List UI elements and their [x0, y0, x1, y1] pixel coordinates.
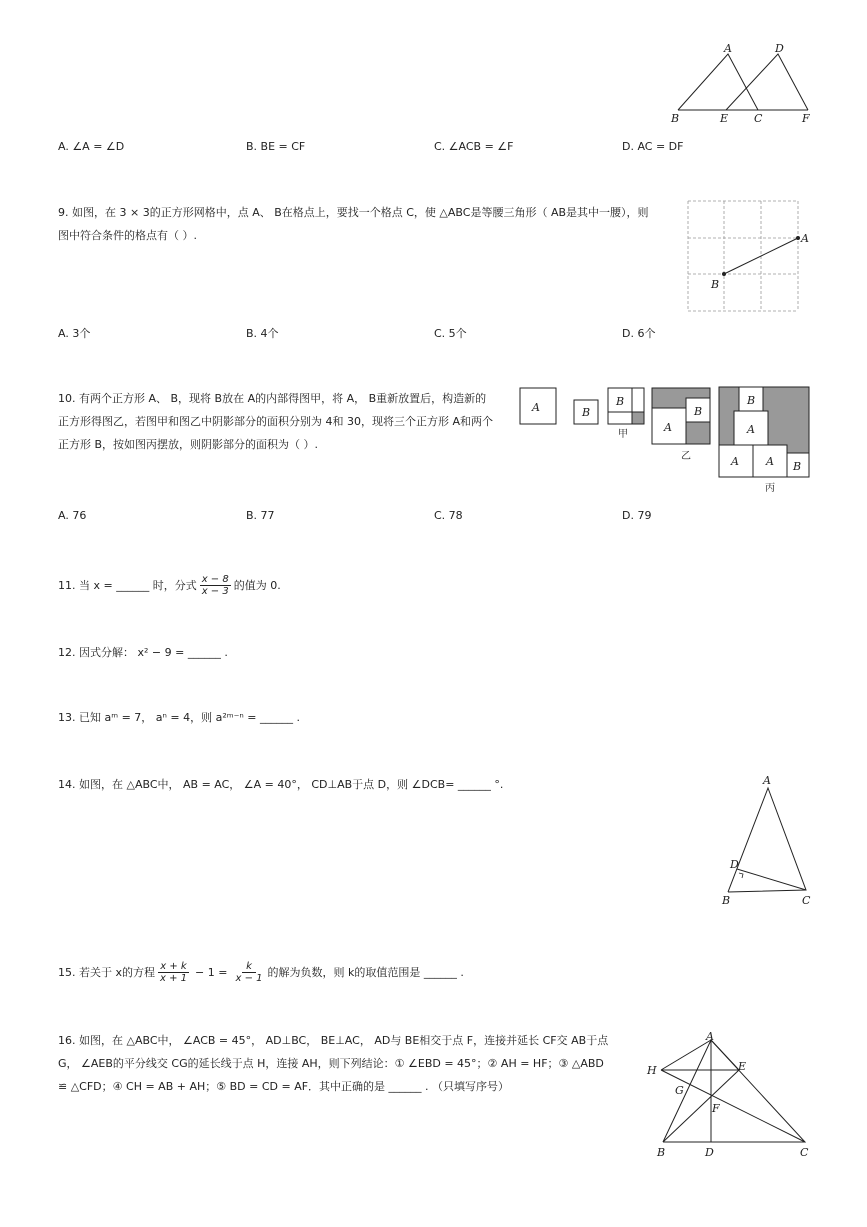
- label-c: C: [802, 894, 811, 907]
- q11-fraction: [200, 574, 231, 597]
- q15-denominator-1: x + 1: [160, 972, 188, 984]
- q9-line2: 图中符合条件的格点有（ ）.: [58, 229, 197, 242]
- q15-denominator-2: x − 1: [235, 972, 263, 984]
- label-e: E: [720, 112, 729, 125]
- label-g: G: [675, 1084, 684, 1097]
- label-b: B: [711, 278, 720, 291]
- q9-line1: 9. 如图，在 3 × 3的正方形网格中，点 A、 B在格点上，要找一个格点 C，使 △ABC是等腰三角形（ AB是其中一腰），则: [58, 206, 649, 219]
- label-e: E: [738, 1060, 747, 1073]
- q16-figure: [643, 1028, 815, 1164]
- label-b: B: [582, 406, 591, 419]
- q15-suffix: 的解为负数，则 k的取值范围是 ______ .: [267, 966, 464, 979]
- q15: [58, 955, 464, 989]
- q10-option-c[interactable]: C. 78: [434, 509, 463, 522]
- q11: [58, 568, 281, 602]
- label-a-bing-right: A: [766, 455, 774, 468]
- q8-figure: [668, 40, 818, 125]
- label-a: A: [532, 401, 540, 414]
- q14-figure: [718, 772, 818, 910]
- q16-line1: 16. 如图，在 △ABC中， ∠ACB = 45°， AD⊥BC， BE⊥AC， AD与 BE相交于点 F，连接并延长 CF交 AB于点: [58, 1034, 609, 1047]
- q8-option-a[interactable]: A. ∠A = ∠D: [58, 140, 125, 153]
- label-b: B: [671, 112, 680, 125]
- label-a: A: [706, 1030, 714, 1043]
- label-d: D: [775, 42, 784, 55]
- label-d: D: [730, 858, 739, 871]
- q15-numerator-1: x + k: [160, 960, 187, 972]
- q9-grid-figure: [683, 196, 813, 316]
- label-a-yi: A: [664, 421, 672, 434]
- label-a: A: [763, 774, 771, 787]
- q11-prefix: 11. 当 x = ______ 时，分式: [58, 579, 197, 592]
- label-f: F: [712, 1102, 720, 1115]
- q9-option-b[interactable]: B. 4个: [246, 327, 279, 340]
- q15-mid: − 1 =: [195, 965, 228, 979]
- q15-fraction-1: [158, 961, 189, 984]
- label-b-jia: B: [616, 395, 625, 408]
- q8-option-d[interactable]: D. AC = DF: [622, 140, 684, 153]
- label-bing: 丙: [765, 483, 775, 494]
- label-b-yi: B: [694, 405, 703, 418]
- q8-option-c[interactable]: C. ∠ACB = ∠F: [434, 140, 514, 153]
- label-a: A: [724, 42, 732, 55]
- q8-option-b[interactable]: B. BE = CF: [246, 140, 306, 153]
- q15-prefix: 15. 若关于 x的方程: [58, 966, 155, 979]
- q9-option-d[interactable]: D. 6个: [622, 327, 656, 340]
- label-f: F: [802, 112, 810, 125]
- label-h: H: [647, 1064, 657, 1077]
- q10-line2: 正方形得图乙，若图甲和图乙中阴影部分的面积分别为 4和 30，现将三个正方形 A和两个: [58, 415, 494, 428]
- q14-text: 14. 如图，在 △ABC中， AB = AC， ∠A = 40°， CD⊥AB于点 D，则 ∠DCB= ______ °.: [58, 778, 504, 791]
- q15-numerator-2: k: [242, 961, 256, 973]
- label-d: D: [705, 1146, 714, 1159]
- label-yi: 乙: [681, 451, 691, 462]
- q11-denominator: x − 3: [201, 585, 229, 597]
- label-a-bing-left: A: [731, 455, 739, 468]
- q16-line3: ≌ △CFD；④ CH = AB + AH；⑤ BD = CD = AF．其中正确的是 ______ . （只填写序号）: [58, 1080, 510, 1093]
- q13-text: 13. 已知 aᵐ = 7， aⁿ = 4，则 a²ᵐ⁻ⁿ = ______ .: [58, 711, 301, 724]
- q9-option-c[interactable]: C. 5个: [434, 327, 467, 340]
- q10-option-b[interactable]: B. 77: [246, 509, 275, 522]
- label-a-bing-mid: A: [747, 423, 755, 436]
- label-b-bing-right: B: [793, 460, 802, 473]
- q10-option-d[interactable]: D. 79: [622, 509, 652, 522]
- q11-suffix: 的值为 0.: [233, 579, 281, 592]
- q10-line3: 正方形 B，按如图丙摆放，则阴影部分的面积为（ ）.: [58, 438, 319, 451]
- label-jia: 甲: [618, 429, 628, 440]
- q16-line2: G， ∠AEB的平分线交 CG的延长线于点 H，连接 AH，则下列结论：① ∠EBD = 45°；② AH = HF；③ △ABD: [58, 1057, 604, 1070]
- q15-fraction-2: [233, 961, 264, 984]
- q11-numerator: x − 8: [201, 573, 229, 585]
- label-b: B: [657, 1146, 666, 1159]
- q10-squares-figure: [518, 383, 813, 498]
- label-b: B: [722, 894, 731, 907]
- label-a: A: [801, 232, 809, 245]
- label-c: C: [754, 112, 763, 125]
- label-c: C: [800, 1146, 809, 1159]
- label-b-bing-top: B: [747, 394, 756, 407]
- q12-text: 12. 因式分解： x² − 9 = ______ .: [58, 646, 228, 659]
- q10-option-a[interactable]: A. 76: [58, 509, 87, 522]
- q9-option-a[interactable]: A. 3个: [58, 327, 91, 340]
- q10-line1: 10. 有两个正方形 A、 B，现将 B放在 A的内部得图甲，将 A， B重新放置后，构造新的: [58, 392, 487, 405]
